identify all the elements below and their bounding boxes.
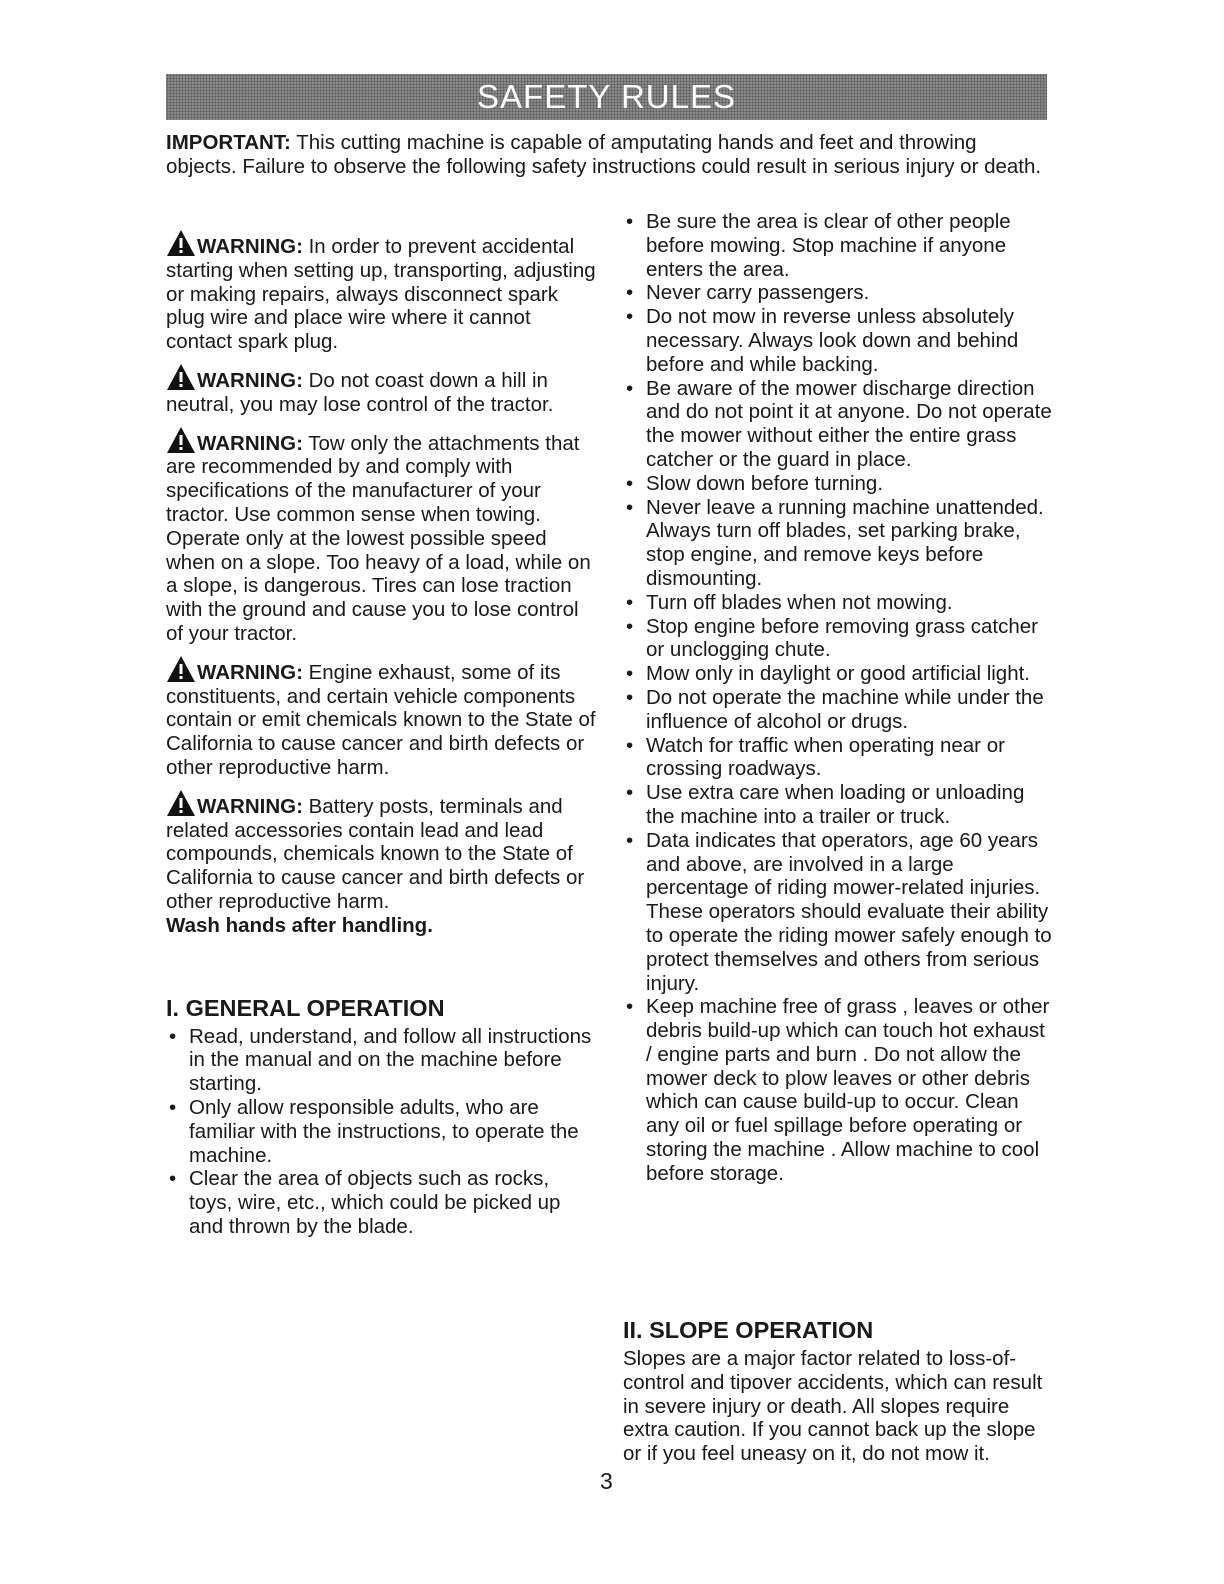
warning-triangle-icon	[166, 655, 196, 683]
list-item: • Use extra care when loading or unloading the machine into a trailer or truck.	[623, 781, 1055, 829]
slope-operation-heading: II. SLOPE OPERATION	[623, 1317, 874, 1343]
general-operation-list	[166, 1025, 598, 1239]
warning-label: WARNING:	[197, 368, 303, 392]
important-notice	[166, 131, 1046, 179]
important-text: This cutting machine is capable of amputating hands and feet and throwing objects. Failure to observe the following safety instructions could result in serious injury or death.	[166, 131, 1042, 178]
warning-triangle-icon	[166, 363, 196, 391]
list-item: • Data indicates that operators, age 60 years and above, are involved in a large percentage of riding mower-related injuries. These operators should evaluate their ability to operate the riding mower safely enough to protect themselves and others from serious injury.	[623, 829, 1055, 996]
list-item: • Keep machine free of grass , leaves or other debris build-up which can touch hot exhaust / engine parts and burn . Do not allow the mower deck to plow leaves or other debris which can cause build-up to occur. Clean any oil or fuel spillage before operating or storing the machine . Allow machine to cool before storage.	[623, 995, 1055, 1185]
list-item: • Never leave a running machine unattended. Always turn off blades, set parking brake, stop engine, and remove keys before dismounting.	[623, 496, 1055, 591]
warning-text: Do not coast down a hill in neutral, you may lose control of the tractor.	[166, 368, 554, 416]
list-item: • Be aware of the mower discharge direction and do not point it at anyone. Do not operate the mower without either the entire grass catcher or the guard in place.	[623, 377, 1055, 472]
warning-battery-lead	[166, 789, 598, 938]
list-item: • Do not operate the machine while under the influence of alcohol or drugs.	[623, 686, 1055, 734]
slope-operation-text: Slopes are a major factor related to loss-of-control and tipover accidents, which can result in severe injury or death. All slopes require extra caution. If you cannot back up the slope or if you feel uneasy on it, do not mow it.	[623, 1347, 1043, 1466]
warning-text: Engine exhaust, some of its constituents, and certain vehicle components contain or emit chemicals known to the State of California to cause cancer and birth defects or other reproductive harm.	[166, 660, 596, 779]
warning-label: WARNING:	[197, 794, 303, 818]
warning-triangle-icon	[166, 789, 196, 817]
list-item: • Read, understand, and follow all instructions in the manual and on the machine before starting.	[166, 1025, 598, 1096]
warning-text: Tow only the attachments that are recommended by and comply with specifications of the manufacturer of your tractor. Use common sense when towing. Operate only at the lowest possible speed when on a slope. Too heavy of a load, while on a slope, is dangerous. Tires can lose traction with the ground and cause you to lose control of your tractor.	[166, 431, 591, 645]
warning-spark-plug	[166, 229, 598, 354]
list-item: • Do not mow in reverse unless absolutely necessary. Always look down and behind before and while backing.	[623, 305, 1055, 376]
warning-coast-hill	[166, 363, 598, 417]
list-item: • Mow only in daylight or good artificial light.	[623, 662, 1055, 686]
list-item: • Only allow responsible adults, who are familiar with the instructions, to operate the machine.	[166, 1096, 598, 1167]
general-operation-heading: I. GENERAL OPERATION	[166, 994, 445, 1021]
warning-text: Battery posts, terminals and related accessories contain lead and lead compounds, chemicals known to the State of California to cause cancer and birth defects or other reproductive harm.	[166, 794, 585, 913]
page-number: 3	[600, 1468, 613, 1494]
warning-tow-attachments	[166, 426, 598, 646]
warning-label: WARNING:	[197, 235, 303, 258]
safety-rules-banner	[166, 74, 1047, 120]
list-item: • Watch for traffic when operating near or crossing roadways.	[623, 734, 1055, 782]
warning-triangle-icon	[166, 426, 196, 454]
warning-engine-exhaust	[166, 655, 598, 780]
warning-text: In order to prevent accidental starting when setting up, transporting, adjusting or making repairs, always disconnect spark plug wire and place wire where it cannot contact spark plug.	[166, 235, 596, 354]
list-item: • Be sure the area is clear of other people before mowing. Stop machine if anyone enters the area.	[623, 210, 1055, 281]
safety-bullet-list	[623, 210, 1055, 1186]
left-column	[166, 229, 598, 1239]
list-item: • Turn off blades when not mowing.	[623, 591, 1055, 615]
list-item: • Never carry passengers.	[623, 281, 1055, 305]
list-item: • Slow down before turning.	[623, 472, 1055, 496]
warning-label: WARNING:	[197, 660, 303, 684]
slope-operation-section	[623, 1316, 1053, 1466]
warning-triangle-icon	[166, 229, 196, 257]
wash-hands-note: Wash hands after handling.	[166, 913, 433, 937]
list-item: • Stop engine before removing grass catcher or unclogging chute.	[623, 615, 1055, 663]
important-label: IMPORTANT:	[166, 131, 291, 154]
page-title: SAFETY RULES	[477, 78, 736, 115]
list-item: • Clear the area of objects such as rocks, toys, wire, etc., which could be picked up and thrown by the blade.	[166, 1167, 598, 1238]
general-operation-section	[166, 994, 598, 1239]
warning-label: WARNING:	[197, 431, 303, 455]
right-column	[623, 210, 1055, 1186]
